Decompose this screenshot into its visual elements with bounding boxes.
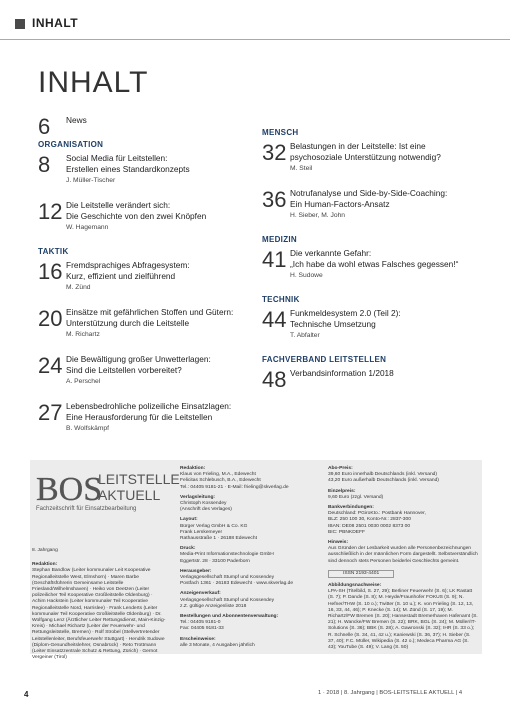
imprint-text: LPA-SH (Titelbild, S. 27, 29); Berliner Feuerwehr (S. 6); LK Rastatt (S. 7); P. Dande (S. 8); M. Heyde/Fraunhofer FOKUS (S. 9); N. Hefner/THW (S. 10 o.); Twitter (S. 10 u.); K. von Frieling (S. 12, 13, 16, 33, 44, 46); P. Knecke (S. 14); M. Zünd (S. 17, 19); M. Richartz/FW Bremen (S. 20); Hansestadt Bremerhaven Hafenamt (S. 21); H. Wancke/FW Bremen (S. 22); BRK, BGL (S. 24); M. Müller/IT-Solutions (S. 36); BBK (S. 28); A. Gawronski (S. 32); IHR (S. 33 o.); R. Schnelle (S. 34, 41, 42 u.); Kaniewski (S. 36, 37); H. Sieber (S. 37, 40); F.C. Müller, Wikipedia (S. 42 o.); Medeca Pharma AG (S. 43); YouTube (S. 49); V. Lang (S. 50): [328, 589, 478, 651]
toc-page-number: 6: [38, 114, 51, 139]
imprint-text: Deutschland: PGiroKto.: Postbank Hannover, BLZ: 250 100 30, Konto-Nr.: 2837-300 IBAN: DE08 2501 0030 0002 8373 00 BIC: PBNKDEFF: [328, 511, 426, 535]
imprint-label: Abo-Preis:: [328, 466, 353, 471]
toc-page-number: 16: [38, 259, 63, 284]
imprint-label: Verlagsleitung:: [180, 494, 216, 500]
imprint-text: 9,60 Euro (zzgl. Versand): [328, 494, 384, 500]
imprint-label: Herausgeber:: [180, 568, 212, 574]
toc-title-line: Unterstützung durch die Leitstelle: [66, 318, 190, 328]
page-header: [0, 0, 510, 48]
section-heading: MENSCH: [262, 128, 299, 137]
toc-title-line: Verbandsinformation 1/2018: [290, 368, 394, 378]
imprint-block: [180, 637, 320, 653]
jahrgang: 8. Jahrgang: [32, 548, 58, 553]
imprint-block: [328, 583, 478, 655]
toc-title-line: News: [66, 115, 87, 125]
toc-entry[interactable]: [38, 401, 248, 442]
imprint-block: [328, 489, 478, 505]
toc-title-line: Funkmeldesystem 2.0 (Teil 2):: [290, 308, 401, 318]
header-rule: [0, 39, 510, 40]
toc-title-line: Notrufanalyse und Side-by-Side-Coaching:: [290, 188, 448, 198]
imprint-label: Bankverbindungen:: [328, 505, 374, 511]
imprint-label: Anzeigenverkauf:: [180, 591, 221, 597]
imprint-text: Klaus von Frieling, M.A., Edewecht Felicitas Schlebusch, B.A., Edewecht Tel.: 04405 9181-21 · E-Mail: frieling@skverlag.de: [180, 472, 289, 490]
toc-author: M. Richartz: [66, 331, 100, 338]
bos-logo: [36, 464, 180, 514]
toc-title-line: Die Geschichte von den zwei Knöpfen: [66, 211, 207, 221]
toc-entry[interactable]: [38, 260, 248, 301]
toc-author: B. Wolfskämpf: [66, 425, 109, 432]
toc-author: J. Müller-Tischer: [66, 177, 116, 184]
footer-text: 1 · 2018 | 8. Jahrgang | BOS-LEITSTELLE AKTUELL | 4: [318, 690, 463, 696]
toc-title-line: „Ich habe da wohl etwas Falsches gegessen!“: [290, 259, 459, 269]
imprint-label: Einzelpreis:: [328, 488, 356, 494]
imprint-middle: [180, 466, 320, 653]
toc-author: M. Steil: [290, 165, 313, 172]
toc-author: A. Perschel: [66, 378, 101, 385]
imprint-block: [180, 546, 320, 569]
imprint-text: Tel.: 04405 9181-0 Fax: 04405 9181-33: [180, 620, 224, 632]
toc-title-line: psychosoziale Unterstützung notwendig?: [290, 152, 441, 162]
toc-author: H. Sudowe: [290, 272, 323, 279]
toc-right-column: [262, 124, 482, 393]
imprint-text: Christoph Kossendey (Anschrift des Verlages): [180, 501, 232, 513]
imprint-block: [180, 591, 320, 614]
imprint-block: [328, 466, 478, 489]
toc-title-line: Ein Human-Factors-Ansatz: [290, 199, 390, 209]
imprint-block: [328, 540, 478, 569]
imprint-block: [328, 569, 478, 583]
toc-title-line: Eine Herausforderung für die Leitstellen: [66, 412, 213, 422]
imprint-text: alle 3 Monate, 4 Ausgaben jährlich: [180, 642, 255, 648]
toc-left-column: [38, 115, 248, 448]
imprint-label: Druck:: [180, 546, 196, 552]
toc-title-line: Die verkannte Gefahr:: [290, 248, 372, 258]
imprint-left: [32, 548, 166, 661]
section-heading: FACHVERBAND LEITSTELLEN: [262, 355, 387, 364]
toc-page-number: 8: [38, 152, 51, 177]
toc-entry[interactable]: [262, 248, 482, 289]
toc-title-line: Einsätze mit gefährlichen Stoffen und Gütern:: [66, 307, 234, 317]
imprint-block: [180, 517, 320, 546]
imprint-block: [180, 466, 320, 495]
header-title: INHALT: [32, 16, 79, 30]
toc-entry[interactable]: [38, 307, 248, 348]
toc-page-number: 41: [262, 247, 287, 272]
imprint-label: Layout:: [180, 517, 198, 523]
imprint-text: Verlagsgesellschaft Stumpf und Kossendey Postfach 1361 · 26183 Edewecht · www.skverlag.de: [180, 575, 294, 587]
imprint-text: ISSN 2193-4401: [328, 570, 394, 578]
imprint-text: 39,60 Euro innerhalb Deutschlands (inkl. Versand) 43,20 Euro außerhalb Deutschlands (inkl. Versand): [328, 472, 439, 484]
page-number: 4: [24, 690, 29, 699]
imprint-box: [30, 460, 482, 661]
toc-entry[interactable]: [262, 308, 482, 349]
toc-title-line: Lebensbedrohliche polizeiliche Einsatzlagen:: [66, 401, 232, 411]
imprint-label: Bestellungen und Abonnentenverwaltung:: [180, 614, 279, 620]
toc-title-line: Social Media für Leitstellen:: [66, 153, 168, 163]
imprint-text: Verlagsgesellschaft Stumpf und Kossendey z.Z. gültige Anzeigenliste 2018: [180, 597, 275, 609]
toc-title-line: Belastungen in der Leitstelle: Ist eine: [290, 141, 426, 151]
toc-entry[interactable]: [38, 114, 248, 139]
toc-page-number: 27: [38, 400, 63, 425]
toc-title-line: Erstellen eines Standardkonzepts: [66, 164, 190, 174]
toc-entry[interactable]: [262, 367, 482, 392]
toc-entry[interactable]: [262, 141, 482, 182]
imprint-label: Hinweis:: [328, 540, 349, 546]
toc-author: M. Zünd: [66, 284, 91, 291]
section-heading: TECHNIK: [262, 295, 300, 304]
toc-page-number: 12: [38, 199, 63, 224]
imprint-text: Aus Gründen der Lesbarkeit wurden alle Personenbezeichnungen ausschließlich in der männlichen Form dargestellt. Selbstverständlich sind dennoch stets Personen beiderlei Geschlechts gemeint.: [328, 546, 478, 564]
toc-title-line: Die Bewältigung großer Unwetterlagen:: [66, 354, 211, 364]
toc-title-line: Kurz, effizient und zielführend: [66, 271, 176, 281]
redaktion-label: Redaktion:: [32, 562, 58, 568]
toc-page-number: 20: [38, 306, 63, 331]
toc-title-line: Fremdsprachiges Abfragesystem:: [66, 260, 190, 270]
imprint-right: [328, 466, 478, 655]
toc-title-line: Technische Umsetzung: [290, 319, 376, 329]
logo-word2: AKTUELL: [98, 487, 161, 503]
page-title: INHALT: [38, 66, 149, 99]
toc-title-line: Die Leitstelle verändert sich:: [66, 200, 171, 210]
toc-author: T. Abfalter: [290, 332, 320, 339]
section-heading: TAKTIK: [38, 247, 69, 256]
imprint-block: [328, 505, 478, 540]
toc-entry[interactable]: [262, 188, 482, 229]
imprint-block: [180, 495, 320, 518]
section-heading: ORGANISATION: [38, 140, 104, 149]
logo-tagline: Fachzeitschrift für Einsatzbearbeitung: [36, 506, 137, 512]
toc-entry[interactable]: [38, 153, 248, 194]
toc-author: H. Sieber, M. John: [290, 212, 346, 219]
toc-page-number: 44: [262, 307, 287, 332]
toc-page-number: 36: [262, 187, 287, 212]
imprint-label: Abbildungsnachweise:: [328, 583, 382, 589]
imprint-text: Media-Print Informationstechnologie GmbH Eggertstr. 28 · 33100 Paderborn: [180, 552, 274, 564]
logo-letters: BOS: [36, 471, 103, 508]
toc-entry[interactable]: [38, 354, 248, 395]
imprint-block: [180, 569, 320, 592]
header-square-icon: [15, 19, 25, 29]
imprint-label: Redaktion:: [180, 466, 206, 471]
imprint-text: Bürger Verlag GmbH & Co. KG Frank Lemkemeyer Rathausstraße 1 · 26188 Edewecht: [180, 523, 257, 542]
imprint-label: Erscheinweise:: [180, 636, 216, 642]
section-heading: MEDIZIN: [262, 235, 297, 244]
redaktion-text: Stephan Bandlow (Leiter kommunaler Leit Kooperative Regionalleitstelle West, Elmshorn) · Maren Barbe (Geschäftsführerin Gemeinsame Leitstelle Friesland/Wilhelmshaven) · Heiko von Deetzen (Leiter polizeilicher Teil Kooperative Großleitstelle Oldenburg) · Achim Hackstein (Leiter kommunaler Teil Kooperative Regionalleitstelle Nord, Harrislee) · Frank Lenderts (Leiter kommunaler Teil Kooperative Großleitstelle Oldenburg) · Dr. Wolfgang Lenz (Ärztlicher Leiter Rettungsdienst, Main-Kinzig-Kreis) · Michael Richartz (Leiter der Feuerwehr- und Rettungsleitstelle, Bremen) · Rolf Strobel (Stellvertretender Leitstellenleiter, Berufsfeuerwehr Stuttgart) · Hendrik Sudowe (Diplom-Gesundheitslehrer, Osnabrück) · Reto Trottmann (Leiter Einsatzzentrale Schutz & Rettung, Zürich) · Gernot Vergeiner (Tirol): [32, 568, 166, 661]
imprint-block: [180, 614, 320, 637]
toc-page-number: 32: [262, 140, 287, 165]
toc-page-number: 24: [38, 353, 63, 378]
toc-page-number: 48: [262, 367, 287, 392]
toc-author: W. Hagemann: [66, 224, 109, 231]
toc-entry[interactable]: [38, 200, 248, 241]
toc-title-line: Sind die Leitstellen vorbereitet?: [66, 365, 182, 375]
logo-word1: LEITSTELLE: [98, 471, 180, 487]
